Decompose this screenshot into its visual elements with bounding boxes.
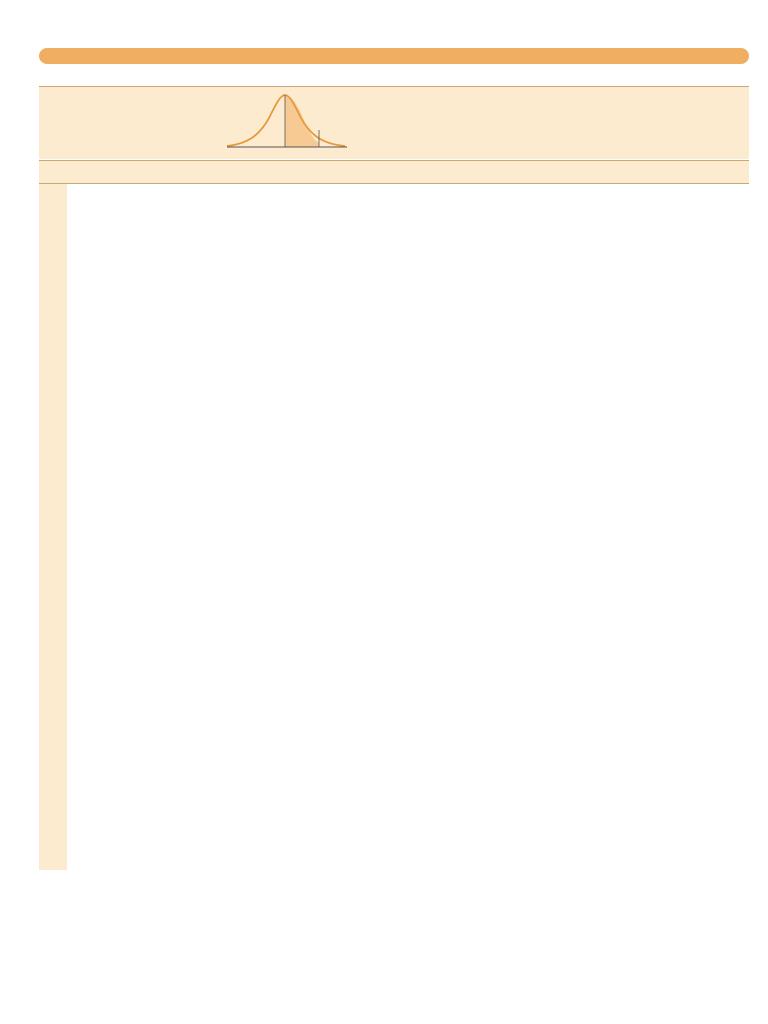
- table-label: [39, 48, 749, 64]
- normal-curve-figure: [225, 90, 355, 156]
- column-header-row: [39, 160, 749, 184]
- z-column-band: [39, 184, 67, 870]
- header-panel: [39, 87, 749, 159]
